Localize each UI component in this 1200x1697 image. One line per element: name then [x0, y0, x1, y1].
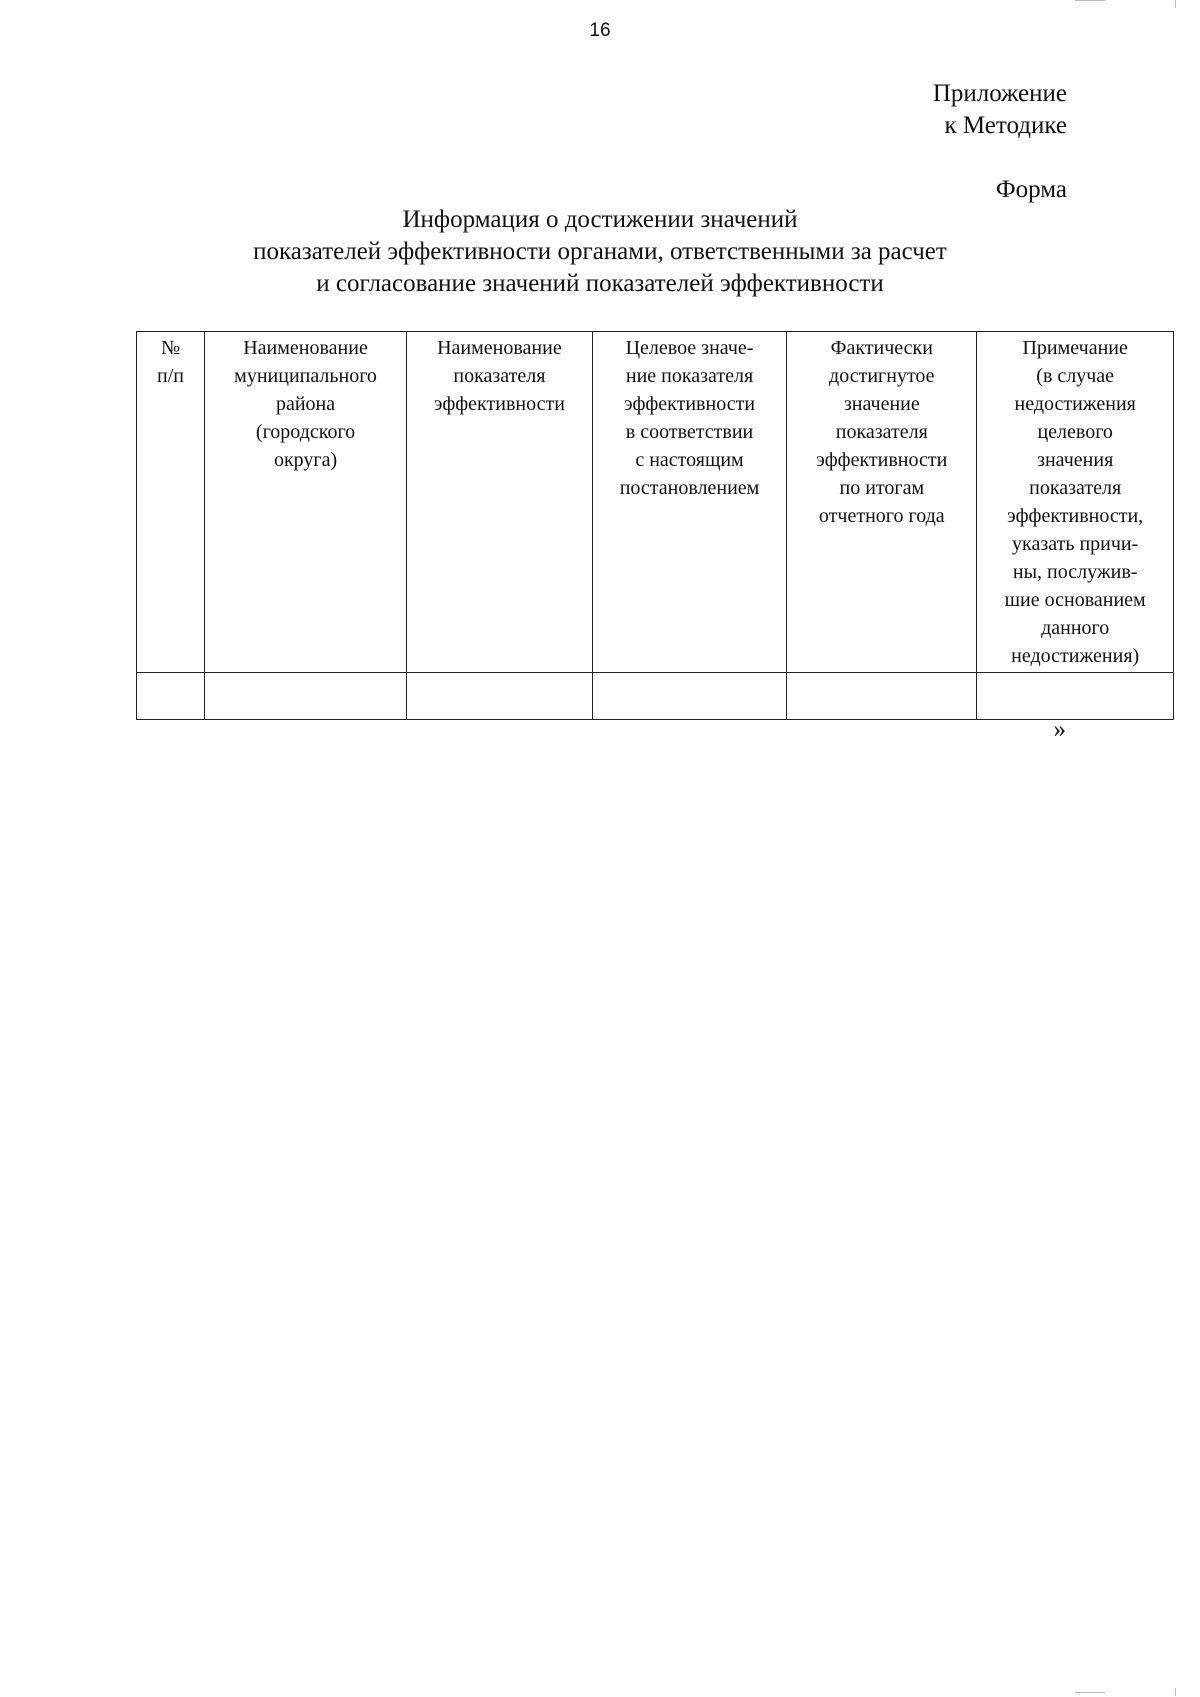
table-cell-municipality	[205, 673, 407, 720]
column-header-text: Наименование показателя эффективности	[433, 337, 565, 415]
table-cell-indicator	[407, 673, 593, 720]
column-header-actual-value	[787, 332, 977, 673]
column-header-municipality	[205, 332, 407, 673]
column-header-note	[977, 332, 1174, 673]
table-header-row	[137, 332, 1174, 673]
table-cell-number	[137, 673, 205, 720]
scan-artifact	[1075, 0, 1105, 1]
column-header-text: Наименование муниципального района (городского округа)	[234, 337, 377, 471]
report-table-container	[136, 331, 1174, 720]
page-number: 16	[589, 20, 611, 41]
column-header-indicator	[407, 332, 593, 673]
form-label: Форма	[995, 176, 1067, 203]
table-cell-actual-value	[787, 673, 977, 720]
table-row	[137, 673, 1174, 720]
appendix-line: Приложение	[932, 80, 1067, 107]
appendix-reference: к Методике	[944, 112, 1067, 139]
column-header-target-value	[592, 332, 786, 673]
column-header-text: Примечание (в случае недостижения целевого значения показателя эффективности, указать причи- ны, послужив- шие основанием данного недостижения)	[1004, 337, 1146, 667]
title-line-2: показателей эффективности органами, ответственными за расчет	[253, 238, 947, 265]
appendix-header	[933, 78, 1067, 142]
title-line-3: и согласование значений показателей эффективности	[316, 270, 884, 297]
scan-artifact	[1175, 0, 1176, 8]
scan-artifact	[1075, 1692, 1105, 1693]
column-header-text: № п/п	[157, 337, 184, 387]
scan-artifact	[1175, 1688, 1176, 1696]
table-cell-note	[977, 673, 1174, 720]
column-header-text: Целевое значе- ние показателя эффективности в соответствии с настоящим постановлением	[619, 337, 760, 499]
table-cell-target-value	[592, 673, 786, 720]
title-line-1: Информация о достижении значений	[402, 206, 798, 233]
document-title	[0, 204, 1200, 300]
column-header-number	[137, 332, 205, 673]
report-table	[136, 331, 1174, 720]
column-header-text: Фактически достигнутое значение показателя эффективности по итогам отчетного года	[816, 337, 948, 527]
closing-quote: »	[1053, 716, 1066, 743]
